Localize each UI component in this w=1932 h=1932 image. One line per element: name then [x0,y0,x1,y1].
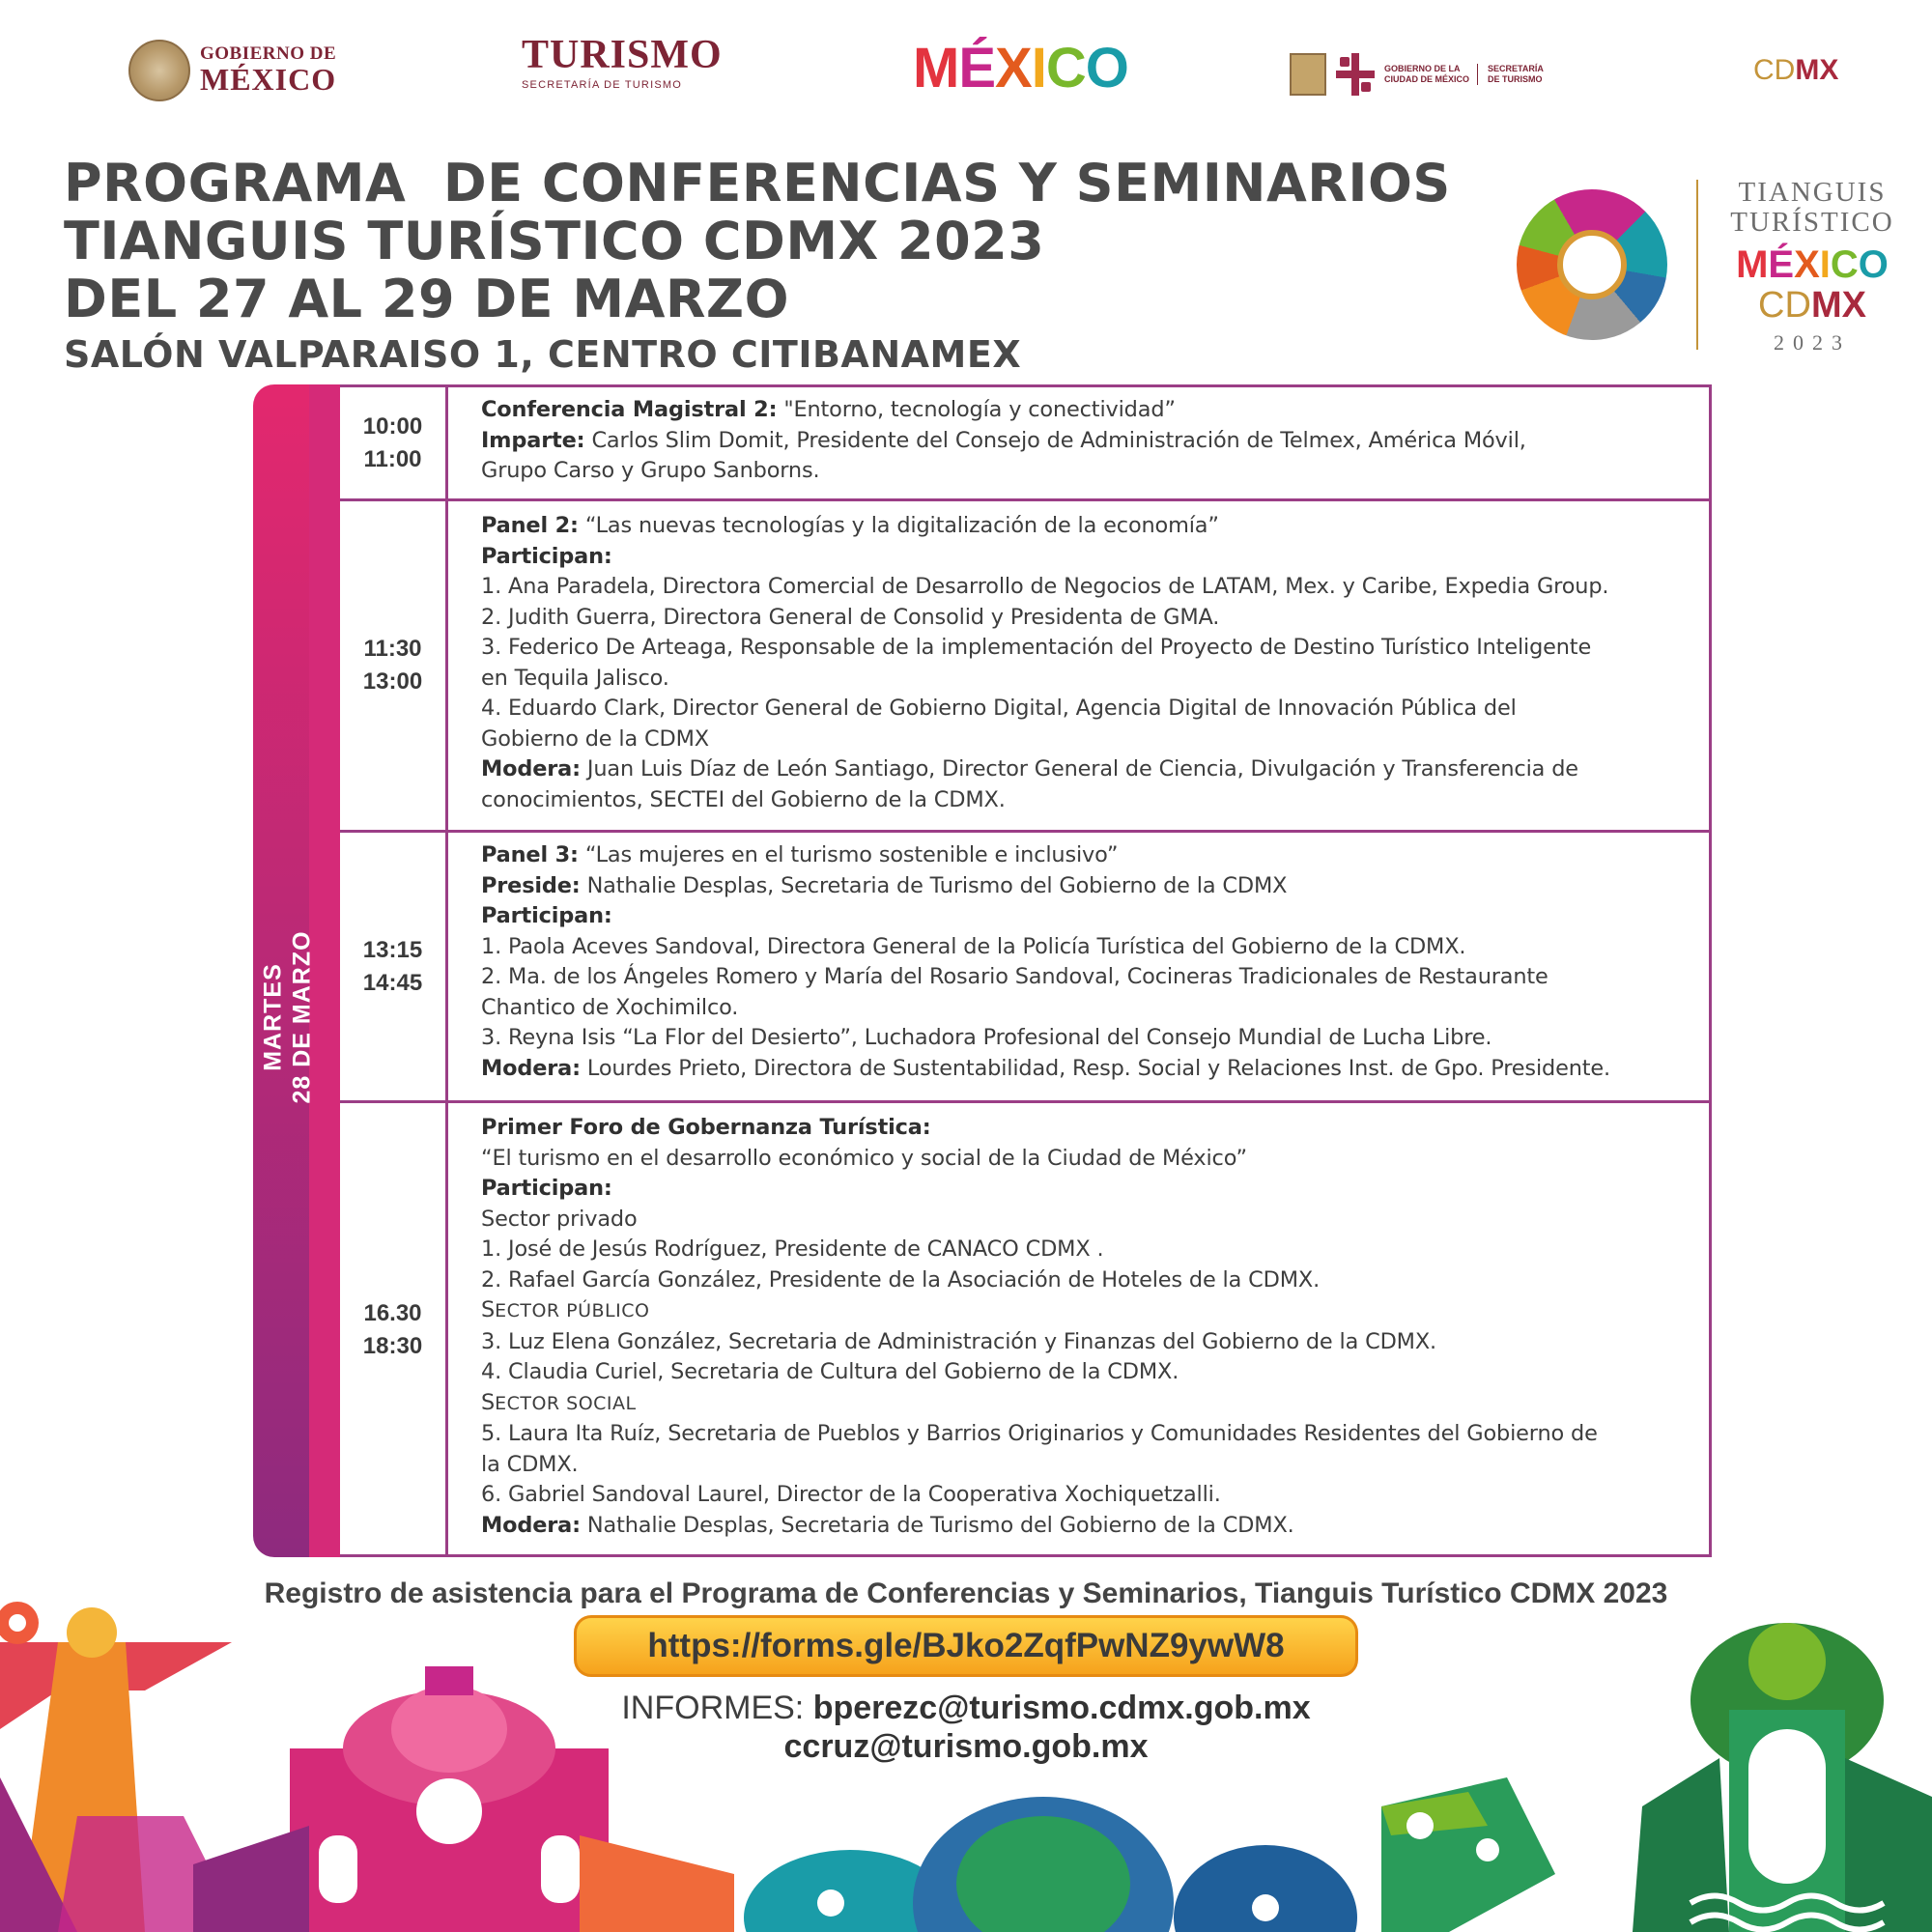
title-venue: SALÓN VALPARAISO 1, CENTRO CITIBANAMEX [64,333,1022,376]
mexico-letter: I [1031,37,1046,99]
list-item: Chantico de Xochimilco. [481,994,739,1020]
time-cell [340,1103,448,1557]
mexico-letter: M [913,37,959,99]
mexico-letter: X [1794,243,1820,286]
title-line-2: TIANGUIS TURÍSTICO CDMX 2023 [64,211,1045,271]
time-start: 16.30 [363,1300,422,1326]
list-item: 2. Rafael García González, Presidente de la Asociación de Hoteles de la CDMX. [481,1266,1321,1293]
cdmx-sec-line1: SECRETARÍA [1488,64,1544,74]
tt-line1: TIANGUIS [1738,177,1887,208]
list-item: 3. Federico De Arteaga, Responsable de la implementación del Proyecto de Destino Turístico Inteligente [481,635,1592,660]
gobierno-de-mexico-logo [128,37,360,104]
cdmx-logo [1753,56,1838,85]
list-item: 1. José de Jesús Rodríguez, Presidente de CANACO CDMX . [481,1236,1104,1262]
list-item: 3. Reyna Isis “La Flor del Desierto”, Luchadora Profesional del Consejo Mundial de Lucha Libre. [481,1025,1492,1050]
mexico-letter: É [1768,243,1795,286]
mexico-letter: O [1085,37,1128,99]
session-type-label: Primer Foro de Gobernanza Turística: [481,1115,931,1140]
tt-cdmx-b: MX [1810,285,1866,326]
imparte-text-cont: Grupo Carso y Grupo Sanborns. [481,458,820,483]
time-end: 11:00 [363,445,422,472]
registration-note: Registro de asistencia para el Programa de Conferencias y Seminarios, Tianguis Turístico CDMX 2023 [264,1577,1668,1609]
list-item: 5. Laura Ita Ruíz, Secretaria de Pueblos y Barrios Originarios y Comunidades Residentes del Gobierno de [481,1421,1598,1446]
list-item: 6. Gabriel Sandoval Laurel, Director de la Cooperativa Xochiquetzalli. [481,1482,1221,1507]
modera-text: Nathalie Desplas, Secretaria de Turismo del Gobierno de la CDMX. [580,1512,1294,1538]
time-cell [340,387,448,498]
informes-label: INFORMES: [621,1690,813,1726]
gobierno-logo-line1: GOBIERNO DE [200,43,337,65]
modera-text-cont: conocimientos, SECTEI del Gobierno de la CDMX. [481,786,1006,812]
session-type-label: Panel 3: [481,842,579,867]
mexico-letter: O [1858,243,1889,286]
time-end: 14:45 [362,969,423,996]
national-seal-icon [128,40,190,101]
list-item: 2. Ma. de los Ángeles Romero y María del Rosario Sandoval, Cocineras Tradicionales de Restaurante [481,964,1548,989]
mexico-letter: C [1830,243,1859,286]
contact-email-1[interactable]: bperezc@turismo.cdmx.gob.mx [812,1690,1311,1726]
cdmx-logo-a: CD [1753,54,1796,86]
tt-cdmx [1716,286,1909,325]
session-title: “Las mujeres en el turismo sostenible e inclusivo” [578,842,1119,867]
table-row [340,833,1709,1103]
list-item: la CDMX. [481,1451,579,1477]
imparte-label: Imparte: [481,427,585,453]
day-sidebar [253,384,340,1557]
list-item: 2. Judith Guerra, Directora General de Consolid y Presidenta de GMA. [481,604,1220,630]
sector-heading: Sector privado [481,1206,638,1232]
imparte-text: Carlos Slim Domit, Presidente del Consejo de Administración de Telmex, América Móvil, [584,427,1526,453]
modera-text: Juan Luis Díaz de León Santiago, Director General de Ciencia, Divulgación y Transferencia de [580,756,1578,781]
registration-link-button[interactable]: https://forms.gle/BJko2ZqfPwNZ9ywW8 [574,1615,1358,1677]
list-item: Gobierno de la CDMX [481,725,709,752]
list-item: en Tequila Jalisco. [481,665,669,691]
time-start: 13:15 [362,936,423,963]
session-details [481,511,1699,815]
mexico-letter: I [1819,243,1831,286]
table-row [340,501,1709,833]
day-weekday: MARTES [260,963,287,1071]
time-cell [340,833,448,1100]
table-row [340,1103,1709,1557]
cdmx-emblem-icon [1336,53,1375,96]
cdmx-sec-line2: DE TURISMO [1488,74,1543,84]
time-start: 11:30 [363,636,422,662]
modera-label: Modera: [481,756,581,781]
tt-cdmx-a: CD [1758,285,1811,326]
list-item: 1. Paola Aceves Sandoval, Directora General de la Policía Turística del Gobierno de la CDMX. [481,933,1466,959]
tianguis-logo-text [1716,178,1909,355]
turismo-logo [522,35,753,102]
sector-heading: SECTOR SOCIAL [481,1389,637,1415]
modera-label: Modera: [481,1055,581,1081]
turismo-logo-subtitle: SECRETARÍA DE TURISMO [522,79,682,91]
preside-label: Preside: [481,872,581,898]
time-end: 13:00 [362,668,423,695]
cdmx-gov-line1: GOBIERNO DE LA [1384,64,1461,74]
session-details [481,840,1699,1084]
modera-text: Lourdes Prieto, Directora de Sustentabilidad, Resp. Social y Relaciones Inst. de Gpo. Presidente. [580,1055,1610,1081]
session-details [481,1113,1699,1541]
day-date: 28 DE MARZO [289,930,316,1104]
participan-label: Participan: [481,1176,612,1201]
tianguis-logo-divider [1696,180,1698,350]
mexico-letter: É [958,37,996,99]
tt-year: 2023 [1774,330,1851,355]
mexico-letter: C [1045,37,1086,99]
participan-label: Participan: [481,903,612,928]
tianguis-ring-icon [1517,189,1667,340]
time-cell [340,501,448,830]
mexico-letter: M [1736,243,1769,286]
tt-mexico [1716,243,1909,286]
list-item: 4. Eduardo Clark, Director General de Gobierno Digital, Agencia Digital de Innovación Pública del [481,696,1517,721]
sector-heading: SECTOR PÚBLICO [481,1297,650,1322]
cdmx-logo-b: MX [1795,54,1839,86]
cdmx-government-logo [1290,50,1544,99]
participan-label: Participan: [481,543,612,569]
session-title: “El turismo en el desarrollo económico y social de la Ciudad de México” [481,1145,1247,1171]
title-line-1: PROGRAMA DE CONFERENCIAS Y SEMINARIOS [64,153,1451,213]
turismo-logo-title: TURISMO [522,33,723,77]
list-item: 3. Luz Elena González, Secretaria de Administración y Finanzas del Gobierno de la CDMX. [481,1328,1437,1354]
session-type-label: Conferencia Magistral 2: [481,397,778,422]
session-title: “Las nuevas tecnologías y la digitalización de la economía” [578,513,1219,538]
session-title: "Entorno, tecnología y conectividad” [777,397,1176,422]
tt-line2: TURÍSTICO [1730,207,1894,238]
session-type-label: Panel 2: [481,513,579,538]
contact-email-2[interactable]: ccruz@turismo.gob.mx [783,1728,1149,1765]
time-start: 10:00 [362,412,423,440]
mexico-brand-logo [913,37,1128,108]
title-line-3: DEL 27 AL 29 DE MARZO [64,269,789,329]
session-details [481,395,1699,487]
time-end: 18:30 [362,1333,423,1359]
schedule-table [340,384,1712,1557]
cdmx-gov-line2: CIUDAD DE MÉXICO [1384,74,1470,84]
gobierno-logo-line2: MÉXICO [200,62,337,98]
contact-info [0,1689,1932,1766]
page-title-block [64,155,1451,379]
list-item: 4. Claudia Curiel, Secretaria de Cultura del Gobierno de la CDMX. [481,1359,1179,1384]
cdmx-shield-icon [1290,53,1326,96]
list-item: 1. Ana Paradela, Directora Comercial de Desarrollo de Negocios de LATAM, Mex. y Caribe, Expedia Group. [481,574,1609,599]
modera-label: Modera: [481,1512,581,1538]
mexico-letter: X [995,37,1032,99]
preside-text: Nathalie Desplas, Secretaria de Turismo del Gobierno de la CDMX [580,872,1288,898]
table-row [340,387,1709,501]
